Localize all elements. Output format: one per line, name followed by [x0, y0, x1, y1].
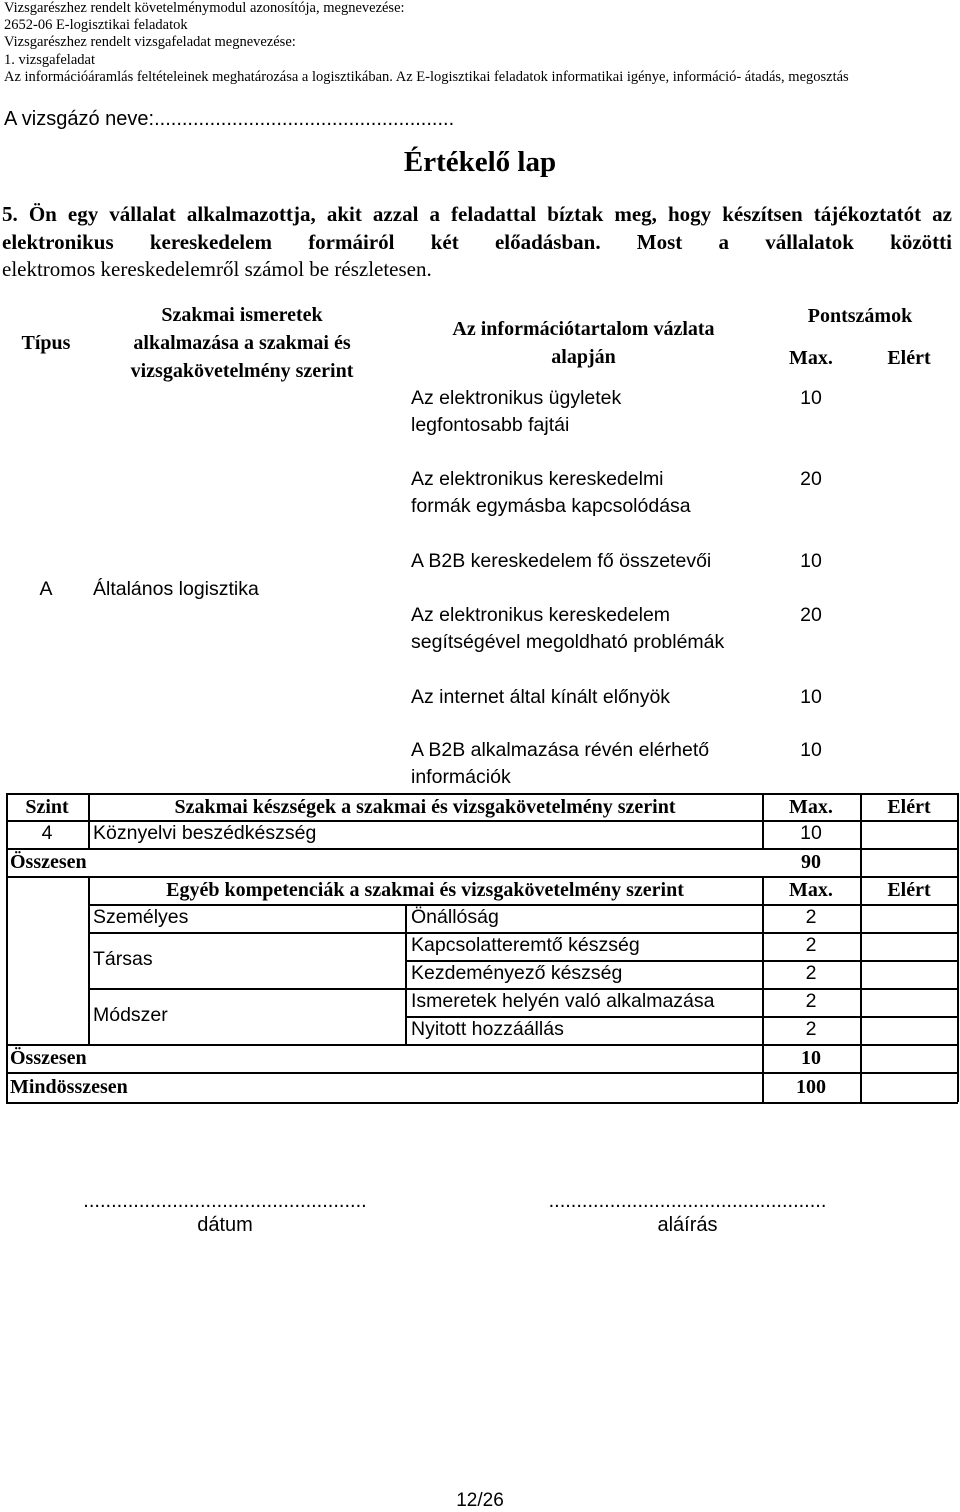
document-header	[4, 0, 849, 86]
competence-header-elert: Elért	[887, 879, 931, 901]
col-header-info-1: Az információtartalom vázlata	[452, 318, 715, 340]
competence-item-5-max: 2	[805, 1018, 817, 1040]
table-rule	[88, 904, 958, 906]
competence-item-4: Ismeretek helyén való alkalmazása	[411, 990, 715, 1012]
competence-item-1-max: 2	[805, 906, 817, 928]
total-1-label: Összesen	[10, 851, 87, 873]
skills-header-title: Szakmai készségek a szakmai és vizsgakövetelmény szerint	[174, 796, 676, 818]
skill-max: 10	[800, 822, 822, 844]
table-rule	[6, 1102, 958, 1104]
competence-item-2-max: 2	[805, 934, 817, 956]
item-2-line-1: Az elektronikus kereskedelmi	[411, 468, 664, 490]
table-rule	[762, 876, 764, 1044]
item-1-line-1: Az elektronikus ügyletek	[411, 387, 622, 409]
table-rule	[6, 793, 958, 795]
item-4-line-1: Az elektronikus kereskedelem	[411, 604, 671, 626]
page-title: Értékelő lap	[403, 146, 557, 178]
competence-item-5: Nyitott hozzáállás	[411, 1018, 564, 1040]
skills-header-szint: Szint	[25, 796, 69, 818]
competence-header-max: Max.	[789, 879, 833, 901]
col-header-szakmai-3: vizsgakövetelmény szerint	[130, 360, 354, 382]
item-6-line-1: A B2B alkalmazása révén elérhető	[411, 739, 710, 761]
type-code: A	[39, 578, 53, 600]
competence-group-tarsas: Társas	[93, 948, 153, 970]
date-dotted-line: ...................................................	[83, 1190, 367, 1212]
grand-total-value: 100	[796, 1076, 826, 1098]
task-normal-text: elektromos kereskedelemről számol be részletesen.	[2, 257, 432, 281]
table-rule	[6, 848, 958, 850]
header-task-name: 1. vizsgafeladat	[4, 51, 95, 68]
item-2-max: 20	[800, 468, 822, 490]
col-header-info-2: alapján	[551, 346, 616, 368]
type-name: Általános logisztika	[93, 578, 259, 600]
skill-name: Köznyelvi beszédkészség	[93, 822, 317, 844]
competence-item-4-max: 2	[805, 990, 817, 1012]
table-rule	[405, 904, 407, 1044]
competence-item-3: Kezdeményező készség	[411, 962, 623, 984]
table-rule	[6, 1072, 958, 1074]
task-bold-text: 5. Ön egy vállalat alkalmazottja, akit azzal a feladattal bíztak meg, hogy készítsen tájékoztatót az elektronikus kereskedelem formáiról két előadásban. Most a vállalatok közötti	[2, 202, 952, 254]
examinee-name-line: A vizsgázó neve:......................................................	[4, 108, 455, 130]
skill-level: 4	[41, 822, 53, 844]
total-2-value: 10	[801, 1047, 821, 1069]
col-header-elert: Elért	[887, 347, 931, 369]
competence-group-modszer: Módszer	[93, 1004, 168, 1026]
item-1-line-2: legfontosabb fajtái	[411, 414, 570, 436]
col-header-szakmai-1: Szakmai ismeretek	[161, 304, 323, 326]
table-rule	[957, 793, 959, 1102]
item-6-max: 10	[800, 739, 822, 761]
total-2-label: Összesen	[10, 1047, 87, 1069]
competence-group-szemelyes: Személyes	[93, 906, 189, 928]
competence-item-2: Kapcsolatteremtő készség	[411, 934, 640, 956]
total-1-value: 90	[801, 851, 821, 873]
header-task-label: Vizsgarészhez rendelt vizsgafeladat megnevezése:	[4, 34, 296, 51]
competence-header-title: Egyéb kompetenciák a szakmai és vizsgakövetelmény szerint	[166, 879, 684, 901]
signature-dotted-line: ..................................................	[548, 1190, 827, 1212]
table-rule	[88, 876, 90, 1044]
skills-header-elert: Elért	[887, 796, 931, 818]
item-1-max: 10	[800, 387, 822, 409]
item-5-line-1: Az internet által kínált előnyök	[411, 686, 671, 708]
date-label: dátum	[197, 1214, 253, 1236]
page-number: 12/26	[456, 1490, 504, 1511]
header-task-description: Az információáramlás feltételeinek meghatározása a logisztikában. Az E-logisztikai feladatok informatikai igénye, információ- átadás, megosztás	[4, 68, 849, 85]
table-rule	[860, 793, 862, 1102]
col-header-tipus: Típus	[21, 332, 71, 354]
header-module-label: Vizsgarészhez rendelt követelménymodul azonosítója, megnevezése:	[4, 0, 405, 16]
signature-label: aláírás	[657, 1214, 718, 1236]
item-4-line-2: segítségével megoldható problémák	[411, 631, 725, 653]
item-4-max: 20	[800, 604, 822, 626]
competence-item-1: Önállóság	[411, 906, 499, 928]
item-5-max: 10	[800, 686, 822, 708]
item-2-line-2: formák egymásba kapcsolódása	[411, 495, 691, 517]
header-module-name: 2652-06 E-logisztikai feladatok	[4, 17, 188, 34]
item-3-line-1: A B2B kereskedelem fő összetevői	[411, 550, 712, 572]
skills-header-max: Max.	[789, 796, 833, 818]
task-description	[2, 201, 952, 284]
item-6-line-2: információk	[411, 766, 511, 788]
table-rule	[6, 1044, 958, 1046]
col-header-max: Max.	[789, 347, 833, 369]
item-3-max: 10	[800, 550, 822, 572]
grand-total-label: Mindösszesen	[10, 1076, 128, 1098]
col-header-szakmai-2: alkalmazása a szakmai és	[133, 332, 351, 354]
competence-item-3-max: 2	[805, 962, 817, 984]
table-rule	[6, 876, 958, 878]
col-header-pontszamok: Pontszámok	[807, 305, 913, 327]
